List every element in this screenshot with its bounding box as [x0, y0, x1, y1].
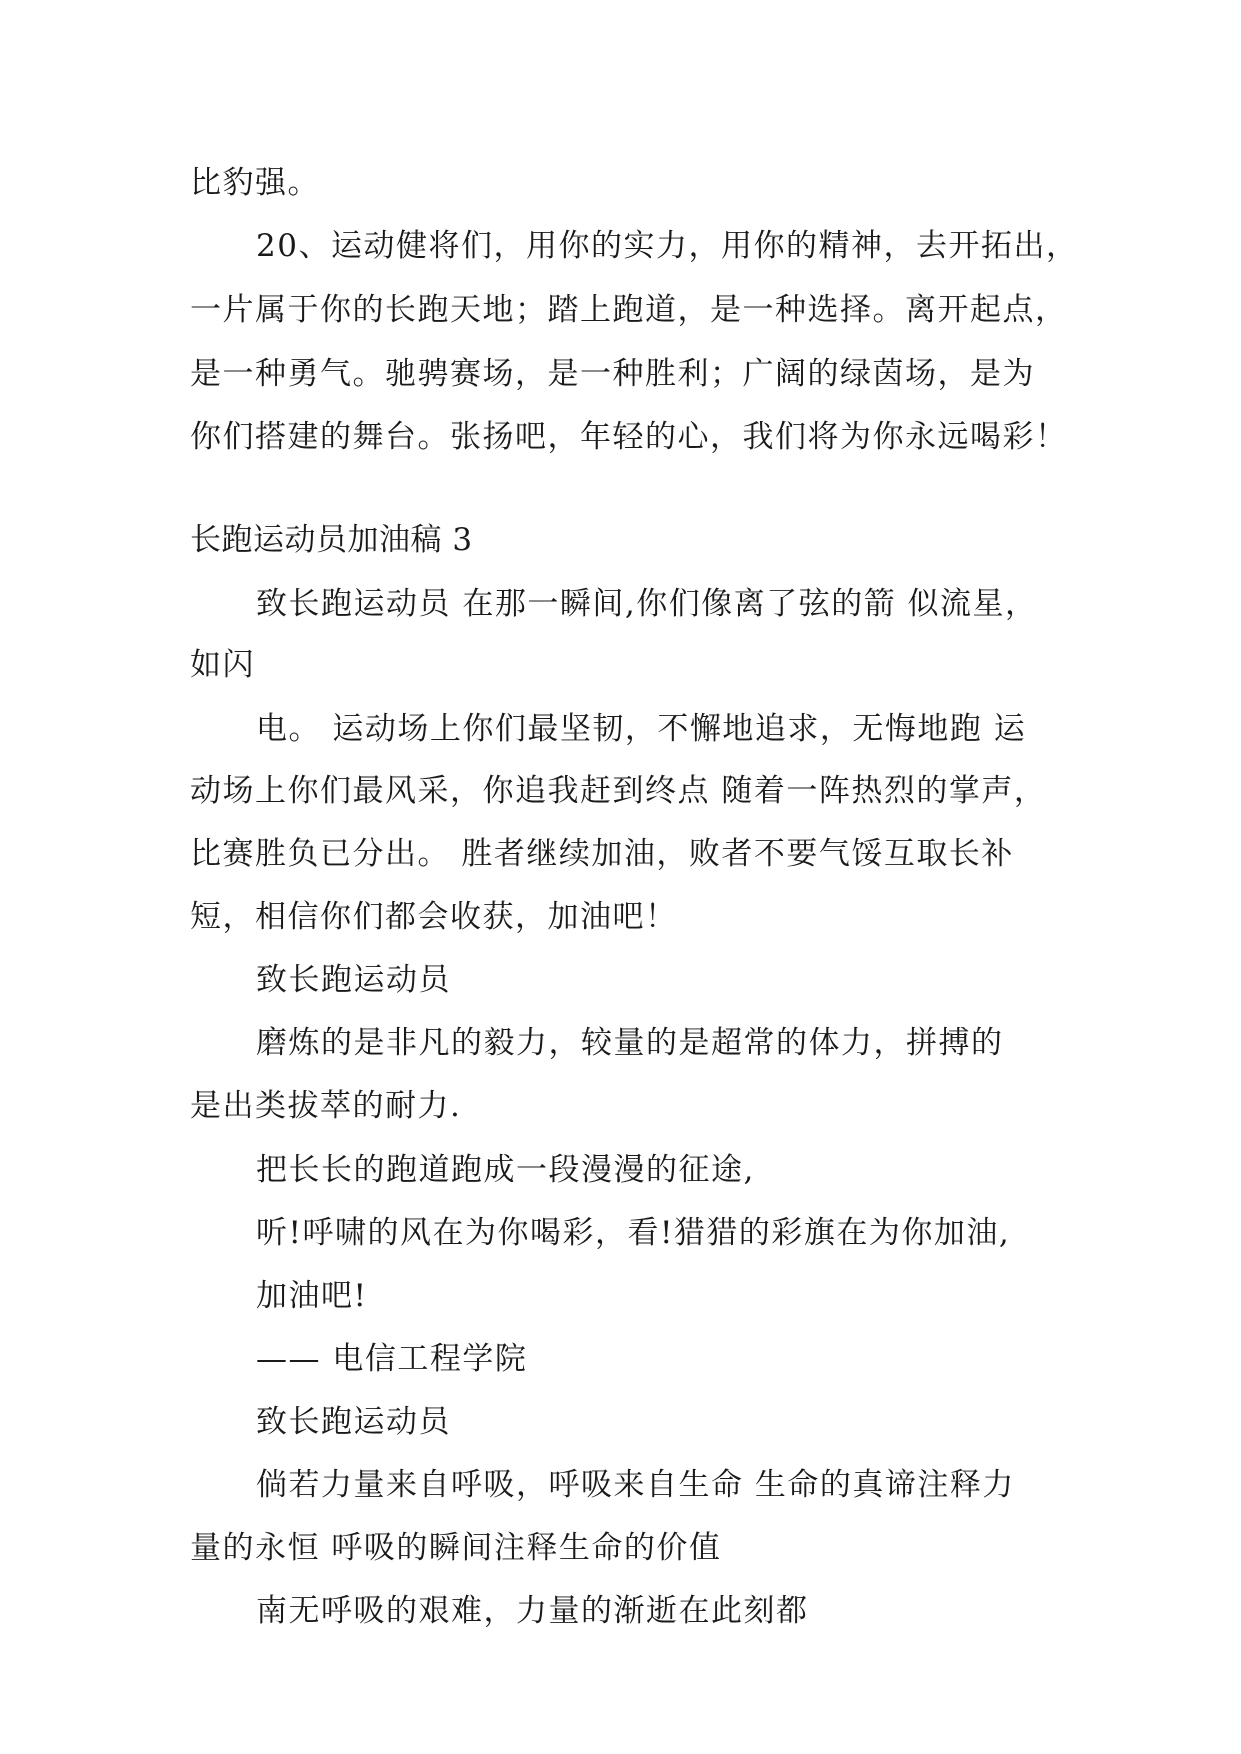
paragraph-line: 比豹强。	[190, 165, 320, 201]
paragraph-line: 20、运动健将们，用你的实力，用你的精神，去开拓出，	[256, 228, 1079, 264]
paragraph-line: 致长跑运动员	[256, 1404, 451, 1440]
paragraph-line: 致长跑运动员	[256, 962, 451, 998]
paragraph-line: 致长跑运动员 在那一瞬间,你们像离了弦的箭 似流星，	[256, 586, 1038, 622]
paragraph-line: 量的永恒 呼吸的瞬间注释生命的价值	[190, 1530, 722, 1566]
paragraph-line: 把长长的跑道跑成一段漫漫的征途,	[256, 1152, 755, 1188]
paragraph-line: 如闪	[190, 647, 255, 683]
paragraph-line: 是一种勇气。驰骋赛场，是一种胜利；广阔的绿茵场，是为	[190, 356, 1035, 392]
signature-line: —— 电信工程学院	[256, 1341, 528, 1377]
paragraph-line: 比赛胜负已分出。 胜者继续加油，败者不要气馁互取长补	[190, 836, 1014, 872]
paragraph-line: 动场上你们最风采，你追我赶到终点 随着一阵热烈的掌声，	[190, 773, 1047, 809]
paragraph-line: 倘若力量来自呼吸，呼吸来自生命 生命的真谛注释力	[256, 1467, 1015, 1503]
paragraph-line: 磨炼的是非凡的毅力，较量的是超常的体力，拼搏的	[256, 1025, 1004, 1061]
paragraph-line: 一片属于你的长跑天地；踏上跑道，是一种选择。离开起点，	[190, 292, 1068, 328]
paragraph-line: 加油吧!	[256, 1278, 368, 1314]
paragraph-line: 短，相信你们都会收获，加油吧！	[190, 899, 678, 935]
paragraph-line: 电。 运动场上你们最坚韧，不懈地追求，无悔地跑 运	[256, 711, 1027, 747]
paragraph-line: 听!呼啸的风在为你喝彩，看!猎猎的彩旗在为你加油,	[256, 1215, 1011, 1251]
paragraph-line: 你们搭建的舞台。张扬吧，年轻的心，我们将为你永远喝彩！	[190, 419, 1068, 455]
paragraph-line: 南无呼吸的艰难，力量的渐逝在此刻都	[256, 1593, 809, 1629]
section-heading: 长跑运动员加油稿 3	[190, 522, 473, 558]
paragraph-line: 是出类拔萃的耐力.	[190, 1088, 462, 1124]
